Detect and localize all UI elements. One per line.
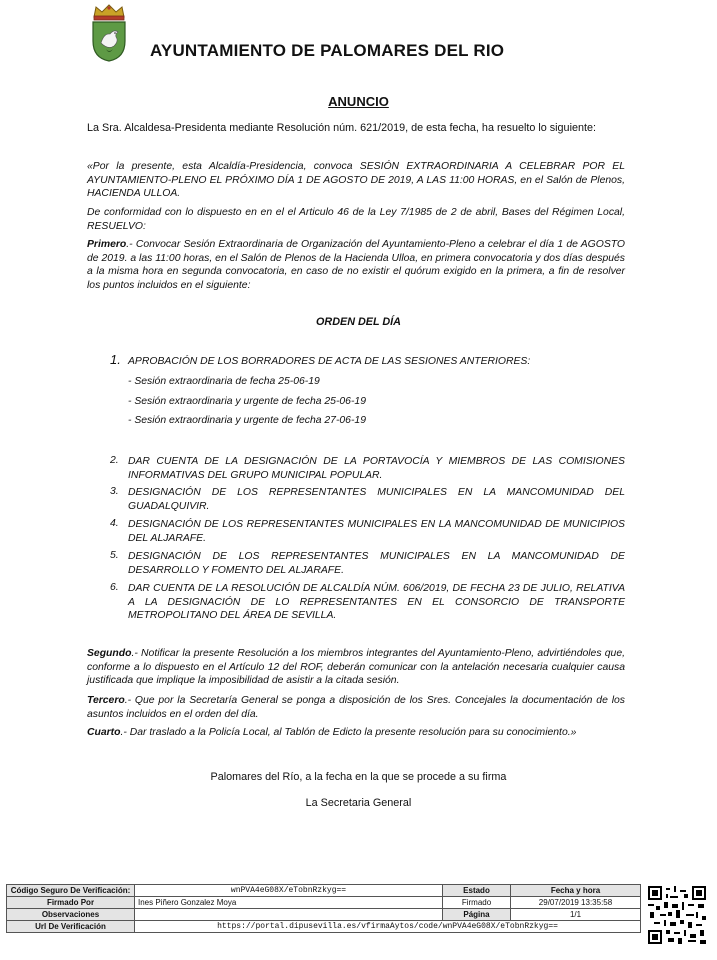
agenda-item-number: 2. [110,455,119,466]
verification-url[interactable]: https://portal.dipusevilla.es/vfirmaAytos/code/wnPVA4eG08X/eTobnRzkyg== [135,921,641,933]
signatory: La Secretaria General [305,797,412,809]
agenda-item: DESIGNACIÓN DE LOS REPRESENTANTES MUNICIPALES EN LA MANCOMUNIDAD DE MUNICIPIOS DEL ALJARAFE. [128,519,625,544]
coat-of-arms-icon [86,3,132,63]
primero-label: Primero [87,239,127,250]
table-row [7,909,641,921]
agenda-item-number: 1. [110,352,121,367]
tercero-label: Tercero [87,695,125,706]
table-row [7,897,641,909]
pagina-label: Página [443,909,511,921]
agenda-subitem: - Sesión extraordinaria y urgente de fecha 27-06-19 [128,415,366,426]
observaciones-value [135,909,443,921]
qr-code-icon[interactable] [648,886,706,944]
cuarto-paragraph [87,726,625,740]
agenda-item: DESIGNACIÓN DE LOS REPRESENTANTES MUNICIPALES EN LA MANCOMUNIDAD DEL GUADALQUIVIR. [128,487,625,512]
csv-label: Código Seguro De Verificación: [7,885,135,897]
cuarto-label: Cuarto [87,727,121,738]
estado-value: Firmado [443,897,511,909]
estado-label: Estado [443,885,511,897]
cuarto-text: .- Dar traslado a la Policía Local, al Tablón de Edicto la presente resolución para su conocimiento.» [120,727,577,738]
agenda-item: APROBACIÓN DE LOS BORRADORES DE ACTA DE LAS SESIONES ANTERIORES: [128,356,531,367]
table-row [7,885,641,897]
organization-name: AYUNTAMIENTO DE PALOMARES DEL RIO [150,41,505,60]
verification-table [6,884,641,933]
agenda-item: DAR CUENTA DE LA DESIGNACIÓN DE LA PORTAVOCÍA Y MIEMBROS DE LAS COMISIONES INFORMATIVAS DEL GRUPO MUNICIPAL POPULAR. [128,456,625,481]
primero-paragraph [87,238,625,292]
closing-line: Palomares del Río, a la fecha en la que se procede a su firma [210,771,507,783]
intro-paragraph: La Sra. Alcaldesa-Presidenta mediante Resolución núm. 621/2019, de esta fecha, ha resuelto lo siguiente: [87,122,596,134]
csv-value: wnPVA4eG08X/eTobnRzkyg== [135,885,443,897]
agenda-title: ORDEN DEL DÍA [316,316,401,328]
firmado-por-value: Ines Piñero Gonzalez Moya [135,897,443,909]
tercero-paragraph [87,694,625,721]
pagina-value: 1/1 [511,909,641,921]
segundo-label: Segundo [87,648,132,659]
document-title: ANUNCIO [328,94,389,109]
agenda-subitem: - Sesión extraordinaria de fecha 25-06-19 [128,376,320,387]
agenda-item: DAR CUENTA DE LA RESOLUCIÓN DE ALCALDÍA NÚM. 606/2019, DE FECHA 23 DE JULIO, RELATIVA A LA DESIGNACIÓN DE LO REPRESENTANTES EN EL CONSORCIO DE TRANSPORTE METROPOLITANO DEL ÁREA DE SEVILLA. [128,583,625,621]
tercero-text: .- Que por la Secretaría General se ponga a disposición de los Sres. Concejales la documentación de los asuntos incluidos en el orden del día. [87,695,625,720]
table-row [7,921,641,933]
agenda-item-number: 6. [110,582,119,593]
segundo-paragraph [87,647,625,688]
primero-text: .- Convocar Sesión Extraordinaria de Organización del Ayuntamiento-Pleno a celebrar el día 1 de AGOSTO de 2019. a las 11:00 horas, en el Salón de Plenos de la Hacienda Ulloa, en primera convocatoria y dos días después a la misma hora en segunda convocatoria, en caso de no existir el quórum exigido en la primera, a fin de resolver los puntos incluidos en el siguiente: [87,239,625,291]
observaciones-label: Observaciones [7,909,135,921]
agenda-item-number: 5. [110,550,119,561]
firmado-por-label: Firmado Por [7,897,135,909]
fecha-value: 29/07/2019 13:35:58 [511,897,641,909]
agenda-item: DESIGNACIÓN DE LOS REPRESENTANTES MUNICIPALES EN LA MANCOMUNIDAD DE DESARROLLO Y FOMENTO DEL ALJARAFE. [128,551,625,576]
fecha-label: Fecha y hora [511,885,641,897]
agenda-subitem: - Sesión extraordinaria y urgente de fecha 25-06-19 [128,396,366,407]
agenda-item-number: 4. [110,518,119,529]
convocation-paragraph: «Por la presente, esta Alcaldía-Presidencia, convoca SESIÓN EXTRAORDINARIA A CELEBRAR POR EL AYUNTAMIENTO-PLENO EL PRÓXIMO DÍA 1 DE AGOSTO DE 2019, A LAS 11:00 HORAS, en el Salón de Plenos, HACIENDA ULLOA. [87,161,625,199]
legal-basis-paragraph: De conformidad con lo dispuesto en en el el Articulo 46 de la Ley 7/1985 de 2 de abril, Bases del Régimen Local, RESUELVO: [87,207,625,232]
segundo-text: .- Notificar la presente Resolución a los miembros integrantes del Ayuntamiento-Pleno, advirtiéndoles que, conforme a lo dispuesto en el Artículo 12 del ROF, deberán comunicar con la antelación necesaria cualquier causa justificada que implique la imposibilidad de asistir a la citada sesión. [87,648,625,686]
url-label: Url De Verificación [7,921,135,933]
agenda-item-number: 3. [110,486,119,497]
